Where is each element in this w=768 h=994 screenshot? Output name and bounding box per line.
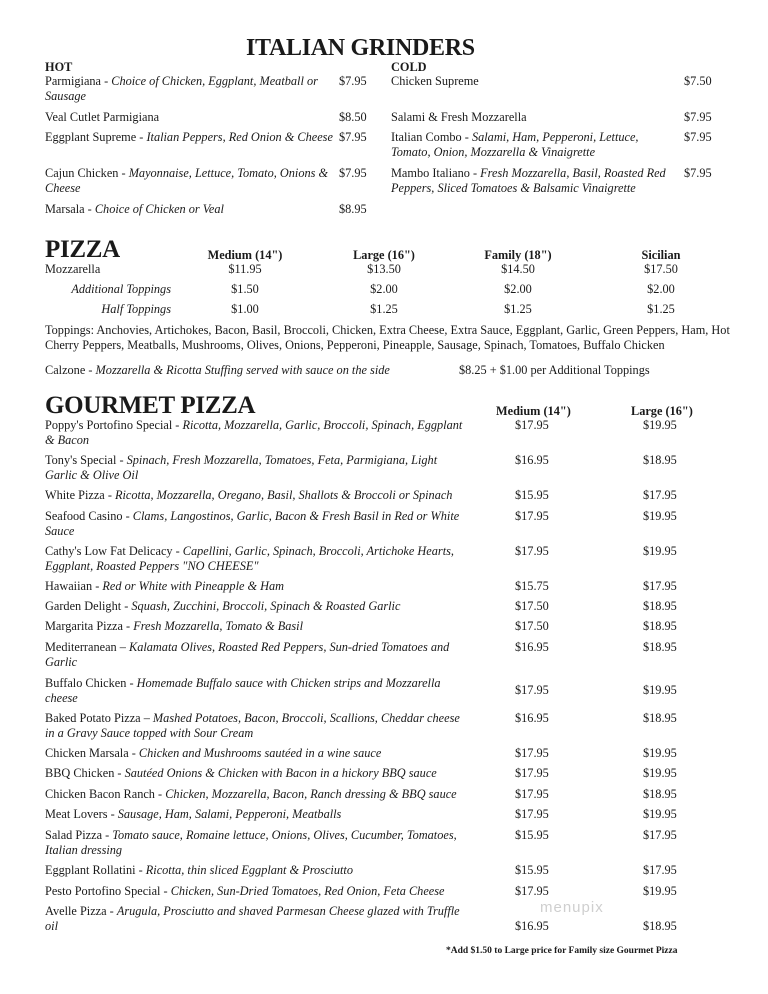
gourmet-item: Hawaiian - Red or White with Pineapple & Ham xyxy=(45,579,285,593)
pizza-price: $1.25 xyxy=(647,302,675,316)
calzone-item: Calzone - Mozzarella & Ricotta Stuffing served with sauce on the side xyxy=(45,363,390,377)
gourmet-item: Cathy's Low Fat Delicacy - Capellini, Garlic, Spinach, Broccoli, Artichoke Hearts, Eggplant, Roasted Peppers "NO CHEESE" xyxy=(45,544,454,573)
gourmet-item: White Pizza - Ricotta, Mozzarella, Oregano, Basil, Shallots & Broccoli or Spinach xyxy=(45,488,453,502)
pizza-price: $13.50 xyxy=(367,262,401,276)
gourmet-desc: Chicken, Sun-Dried Tomatoes, Red Onion, Feta Cheese xyxy=(170,884,445,898)
cold-label: COLD xyxy=(391,60,427,74)
grinder-desc: Mayonnaise, Lettuce, Tomato, Onions & Cheese xyxy=(45,166,329,195)
gourmet-name: Hawaiian xyxy=(45,579,93,593)
grinder-price: $7.95 xyxy=(684,130,712,144)
gourmet-item: Mediterranean – Kalamata Olives, Roasted Red Peppers, Sun-dried Tomatoes and Garlic xyxy=(45,640,450,669)
gourmet-name: Chicken Marsala xyxy=(45,746,129,760)
grinder-name: Italian Combo xyxy=(391,130,462,144)
gourmet-name: Margarita Pizza xyxy=(45,619,123,633)
calzone-desc: Mozzarella & Ricotta Stuffing served with sauce on the side xyxy=(95,363,390,377)
gourmet-desc: Capellini, Garlic, Spinach, Broccoli, Artichoke Hearts, Eggplant, Roasted Peppers "NO CHEESE" xyxy=(45,544,454,573)
grinder-name: Mambo Italiano xyxy=(391,166,470,180)
grinder-item: Eggplant Supreme - Italian Peppers, Red Onion & Cheese xyxy=(45,130,333,144)
gourmet-name: Tony's Special xyxy=(45,453,117,467)
hot-label: HOT xyxy=(45,60,73,74)
pizza-price: $14.50 xyxy=(501,262,535,276)
gourmet-large-price: $19.95 xyxy=(643,884,677,898)
gourmet-large-price: $19.95 xyxy=(643,544,677,558)
gourmet-item: Tony's Special - Spinach, Fresh Mozzarella, Tomatoes, Feta, Parmigiana, Light Garlic & Olive Oil xyxy=(45,453,438,482)
grinder-item: Parmigiana - Choice of Chicken, Eggplant, Meatball or Sausage xyxy=(45,74,318,103)
gourmet-desc: Ricotta, thin sliced Eggplant & Prosciutto xyxy=(145,863,353,877)
gourmet-footnote: *Add $1.50 to Large price for Family size Gourmet Pizza xyxy=(446,946,678,956)
gourmet-large-price: $19.95 xyxy=(643,746,677,760)
gourmet-large-price: $19.95 xyxy=(643,807,677,821)
gourmet-medium-price: $16.95 xyxy=(515,640,549,654)
gourmet-name: Chicken Bacon Ranch xyxy=(45,787,155,801)
gourmet-large-price: $19.95 xyxy=(643,509,677,523)
gourmet-medium-header: Medium (14") xyxy=(496,404,571,418)
gourmet-desc: Spinach, Fresh Mozzarella, Tomatoes, Feta, Parmigiana, Light Garlic & Olive Oil xyxy=(45,453,438,482)
calzone-name: Calzone xyxy=(45,363,86,377)
gourmet-desc: Fresh Mozzarella, Tomato & Basil xyxy=(133,619,303,633)
grinder-item: Mambo Italiano - Fresh Mozzarella, Basil, Roasted Red Peppers, Sliced Tomatoes & Balsamic Vinaigrette xyxy=(391,166,666,195)
gourmet-title: GOURMET PIZZA xyxy=(45,392,256,419)
grinder-name: Chicken Supreme xyxy=(391,74,479,88)
gourmet-desc: Arugula, Prosciutto and shaved Parmesan Cheese glazed with Truffle oil xyxy=(45,904,460,933)
gourmet-item: Baked Potato Pizza – Mashed Potatoes, Bacon, Broccoli, Scallions, Cheddar cheese in a Gravy Sauce topped with Sour Cream xyxy=(45,711,460,740)
gourmet-name: Mediterranean xyxy=(45,640,117,654)
gourmet-name: Avelle Pizza xyxy=(45,904,107,918)
gourmet-medium-price: $17.95 xyxy=(515,418,549,432)
pizza-size-header: Sicilian xyxy=(641,248,681,262)
gourmet-large-price: $18.95 xyxy=(643,919,677,933)
grinder-name: Eggplant Supreme xyxy=(45,130,137,144)
menupix-watermark: menupix xyxy=(540,899,604,916)
gourmet-large-price: $18.95 xyxy=(643,599,677,613)
gourmet-name: Buffalo Chicken xyxy=(45,676,127,690)
grinder-desc: Italian Peppers, Red Onion & Cheese xyxy=(146,130,333,144)
grinder-price: $7.95 xyxy=(684,110,712,124)
gourmet-desc: Mashed Potatoes, Bacon, Broccoli, Scallions, Cheddar cheese in a Gravy Sauce topped with Sour Cream xyxy=(45,711,460,740)
grinder-item xyxy=(391,110,681,125)
gourmet-medium-price: $17.95 xyxy=(515,787,549,801)
grinder-price: $8.50 xyxy=(339,110,367,124)
pizza-price: $17.50 xyxy=(644,262,678,276)
calzone-price: $8.25 + $1.00 per Additional Toppings xyxy=(459,363,650,377)
gourmet-item: Seafood Casino - Clams, Langostinos, Garlic, Bacon & Fresh Basil in Red or White Sauce xyxy=(45,509,460,538)
grinders-title: ITALIAN GRINDERS xyxy=(246,35,475,61)
gourmet-desc: Squash, Zucchini, Broccoli, Spinach & Roasted Garlic xyxy=(131,599,401,613)
gourmet-large-price: $19.95 xyxy=(643,766,677,780)
gourmet-name: Pesto Portofino Special xyxy=(45,884,161,898)
gourmet-name: White Pizza xyxy=(45,488,105,502)
gourmet-large-price: $19.95 xyxy=(643,418,677,432)
grinder-name: Marsala xyxy=(45,202,85,216)
grinder-item xyxy=(391,74,681,89)
gourmet-large-price: $17.95 xyxy=(643,863,677,877)
gourmet-desc: Chicken, Mozzarella, Bacon, Ranch dressing & BBQ sauce xyxy=(165,787,457,801)
gourmet-medium-price: $15.95 xyxy=(515,488,549,502)
pizza-price: $2.00 xyxy=(504,282,532,296)
gourmet-desc: Sautéed Onions & Chicken with Bacon in a hickory BBQ sauce xyxy=(124,766,437,780)
pizza-size-header: Large (16") xyxy=(353,248,415,262)
gourmet-medium-price: $17.95 xyxy=(515,746,549,760)
grinder-price: $7.95 xyxy=(339,74,367,88)
gourmet-item: Salad Pizza - Tomato sauce, Romaine lettuce, Onions, Olives, Cucumber, Tomatoes, Italian dressing xyxy=(45,828,457,857)
gourmet-medium-price: $15.95 xyxy=(515,863,549,877)
gourmet-large-price: $17.95 xyxy=(643,579,677,593)
gourmet-item: Garden Delight - Squash, Zucchini, Broccoli, Spinach & Roasted Garlic xyxy=(45,599,401,613)
gourmet-medium-price: $17.50 xyxy=(515,619,549,633)
gourmet-medium-price: $16.95 xyxy=(515,919,549,933)
gourmet-desc: Homemade Buffalo sauce with Chicken strips and Mozzarella cheese xyxy=(45,676,441,705)
grinder-name: Veal Cutlet Parmigiana xyxy=(45,110,160,124)
grinder-item: Italian Combo - Salami, Ham, Pepperoni, Lettuce, Tomato, Onion, Mozzarella & Vinaigrette xyxy=(391,130,639,159)
gourmet-item: Poppy's Portofino Special - Ricotta, Mozzarella, Garlic, Broccoli, Spinach, Eggplant & Bacon xyxy=(45,418,463,447)
gourmet-medium-price: $15.75 xyxy=(515,579,549,593)
gourmet-item: Avelle Pizza - Arugula, Prosciutto and shaved Parmesan Cheese glazed with Truffle oil xyxy=(45,904,460,933)
gourmet-name: Eggplant Rollatini xyxy=(45,863,136,877)
pizza-price: $1.25 xyxy=(504,302,532,316)
grinder-item: Cajun Chicken - Mayonnaise, Lettuce, Tomato, Onions & Cheese xyxy=(45,166,329,195)
grinder-desc: Salami, Ham, Pepperoni, Lettuce, Tomato, Onion, Mozzarella & Vinaigrette xyxy=(391,130,639,159)
gourmet-large-price: $18.95 xyxy=(643,711,677,725)
pizza-size-header: Medium (14") xyxy=(207,248,283,262)
grinder-desc: Choice of Chicken, Eggplant, Meatball or Sausage xyxy=(45,74,318,103)
pizza-row-label: Half Toppings xyxy=(101,302,171,316)
gourmet-large-price: $18.95 xyxy=(643,453,677,467)
gourmet-name: Salad Pizza xyxy=(45,828,103,842)
gourmet-item: BBQ Chicken - Sautéed Onions & Chicken with Bacon in a hickory BBQ sauce xyxy=(45,766,437,780)
grinder-price: $7.95 xyxy=(339,166,367,180)
grinder-desc: Fresh Mozzarella, Basil, Roasted Red Peppers, Sliced Tomatoes & Balsamic Vinaigrette xyxy=(391,166,666,195)
grinder-price: $7.50 xyxy=(684,74,712,88)
grinder-price: $7.95 xyxy=(684,166,712,180)
gourmet-item: Chicken Bacon Ranch - Chicken, Mozzarella, Bacon, Ranch dressing & BBQ sauce xyxy=(45,787,457,801)
gourmet-large-price: $18.95 xyxy=(643,619,677,633)
gourmet-name: Meat Lovers xyxy=(45,807,108,821)
gourmet-medium-price: $17.95 xyxy=(515,766,549,780)
grinder-item xyxy=(45,110,335,125)
pizza-price: $1.50 xyxy=(231,282,259,296)
grinder-price: $8.95 xyxy=(339,202,367,216)
grinder-name: Salami & Fresh Mozzarella xyxy=(391,110,527,124)
gourmet-medium-price: $17.95 xyxy=(515,509,549,523)
gourmet-name: Seafood Casino xyxy=(45,509,123,523)
grinder-price: $7.95 xyxy=(339,130,367,144)
pizza-price: $1.00 xyxy=(231,302,259,316)
pizza-price: $1.25 xyxy=(370,302,398,316)
pizza-row-label: Mozzarella xyxy=(45,262,101,276)
gourmet-desc: Red or White with Pineapple & Ham xyxy=(102,579,285,593)
pizza-price: $2.00 xyxy=(370,282,398,296)
pizza-size-header: Family (18") xyxy=(484,248,552,262)
gourmet-medium-price: $17.95 xyxy=(515,544,549,558)
gourmet-large-price: $17.95 xyxy=(643,828,677,842)
grinder-desc: Choice of Chicken or Veal xyxy=(94,202,224,216)
gourmet-medium-price: $17.50 xyxy=(515,599,549,613)
gourmet-large-price: $18.95 xyxy=(643,787,677,801)
grinder-item: Marsala - Choice of Chicken or Veal xyxy=(45,202,224,216)
gourmet-desc: Chicken and Mushrooms sautéed in a wine sauce xyxy=(138,746,382,760)
pizza-price: $11.95 xyxy=(228,262,262,276)
gourmet-name: Garden Delight xyxy=(45,599,122,613)
gourmet-large-price: $18.95 xyxy=(643,640,677,654)
pizza-row-label: Additional Toppings xyxy=(71,282,171,296)
gourmet-desc: Tomato sauce, Romaine lettuce, Onions, Olives, Cucumber, Tomatoes, Italian dressing xyxy=(45,828,457,857)
gourmet-large-header: Large (16") xyxy=(631,404,693,418)
gourmet-name: BBQ Chicken xyxy=(45,766,115,780)
gourmet-item: Margarita Pizza - Fresh Mozzarella, Tomato & Basil xyxy=(45,619,303,633)
gourmet-item: Buffalo Chicken - Homemade Buffalo sauce with Chicken strips and Mozzarella cheese xyxy=(45,676,441,705)
gourmet-medium-price: $15.95 xyxy=(515,828,549,842)
gourmet-medium-price: $16.95 xyxy=(515,453,549,467)
gourmet-medium-price: $17.95 xyxy=(515,683,549,697)
gourmet-desc: Sausage, Ham, Salami, Pepperoni, Meatballs xyxy=(117,807,342,821)
grinder-name: Cajun Chicken xyxy=(45,166,119,180)
gourmet-desc: Kalamata Olives, Roasted Red Peppers, Sun-dried Tomatoes and Garlic xyxy=(45,640,450,669)
gourmet-desc: Ricotta, Mozzarella, Oregano, Basil, Shallots & Broccoli or Spinach xyxy=(115,488,453,502)
gourmet-name: Poppy's Portofino Special xyxy=(45,418,173,432)
gourmet-item: Chicken Marsala - Chicken and Mushrooms sautéed in a wine sauce xyxy=(45,746,382,760)
gourmet-large-price: $19.95 xyxy=(643,683,677,697)
pizza-title: PIZZA xyxy=(45,236,120,263)
gourmet-large-price: $17.95 xyxy=(643,488,677,502)
gourmet-item: Eggplant Rollatini - Ricotta, thin sliced Eggplant & Prosciutto xyxy=(45,863,353,877)
gourmet-name: Cathy's Low Fat Delicacy xyxy=(45,544,173,558)
gourmet-medium-price: $17.95 xyxy=(515,807,549,821)
pizza-price: $2.00 xyxy=(647,282,675,296)
gourmet-name: Baked Potato Pizza xyxy=(45,711,141,725)
gourmet-item: Pesto Portofino Special - Chicken, Sun-Dried Tomatoes, Red Onion, Feta Cheese xyxy=(45,884,445,898)
gourmet-medium-price: $17.95 xyxy=(515,884,549,898)
gourmet-desc: Clams, Langostinos, Garlic, Bacon & Fresh Basil in Red or White Sauce xyxy=(45,509,460,538)
gourmet-item: Meat Lovers - Sausage, Ham, Salami, Pepperoni, Meatballs xyxy=(45,807,342,821)
toppings-list: Toppings: Anchovies, Artichokes, Bacon, Basil, Broccoli, Chicken, Extra Cheese, Extra Sauce, Eggplant, Garlic, Green Peppers, Ham, Hot Cherry Peppers, Meatballs, Mushrooms, Olives, Onions, Pepperoni, Pineapple, Sausage, Spinach, Tomatoes, Buffalo Chicken xyxy=(45,323,730,352)
gourmet-desc: Ricotta, Mozzarella, Garlic, Broccoli, Spinach, Eggplant & Bacon xyxy=(45,418,463,447)
grinder-name: Parmigiana xyxy=(45,74,102,88)
gourmet-medium-price: $16.95 xyxy=(515,711,549,725)
